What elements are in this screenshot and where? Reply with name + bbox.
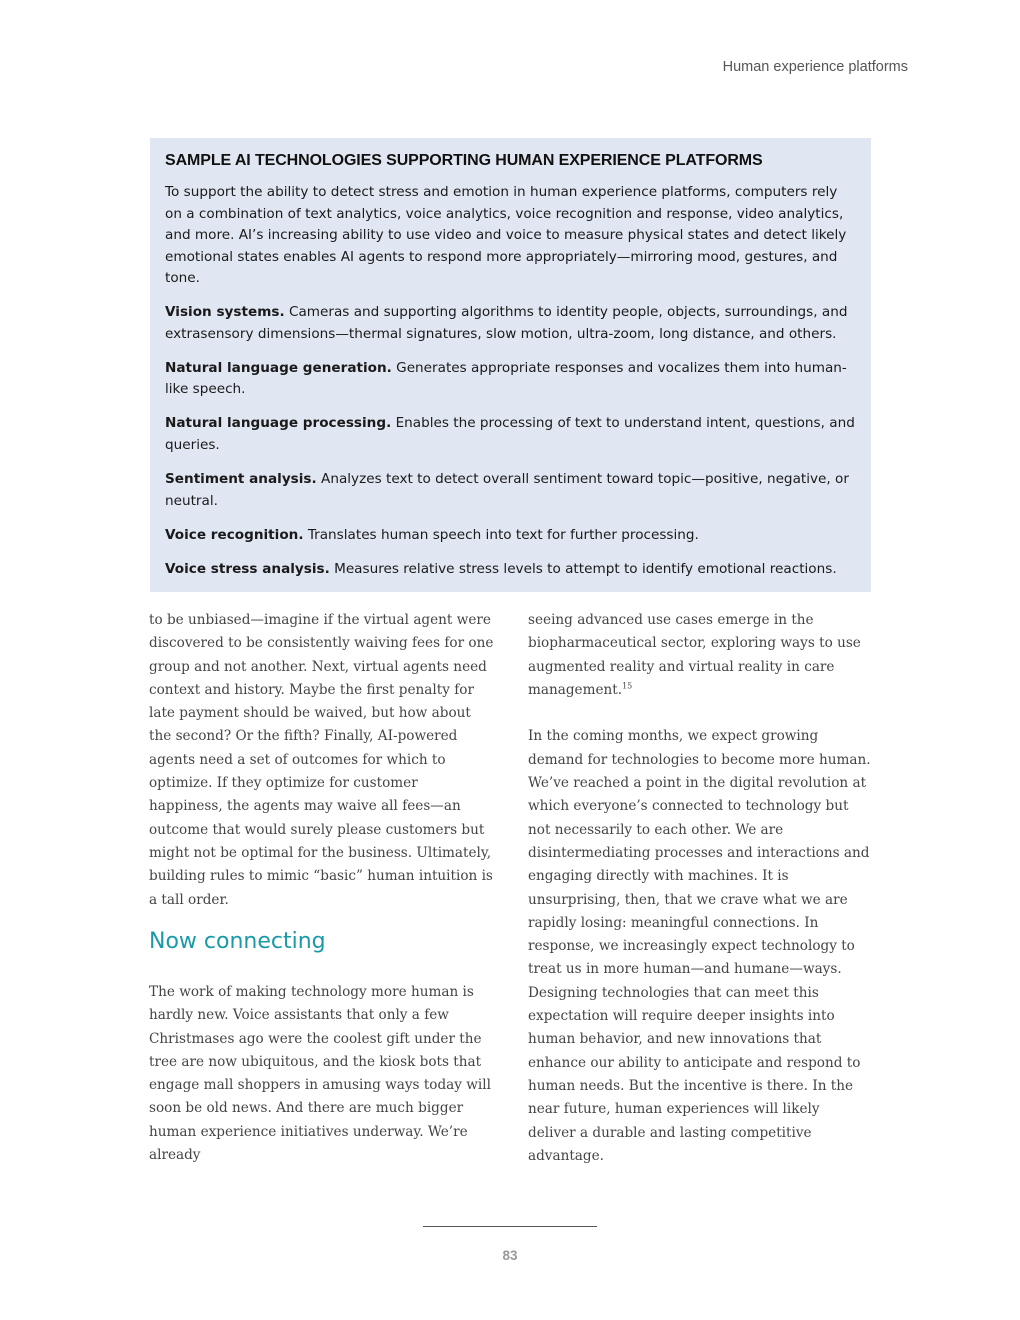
body-text: seeing advanced use cases emerge in the biopharmaceutical sector, exploring ways to use augmented reality and virtual reality in care management. xyxy=(528,612,861,698)
body-paragraph xyxy=(528,609,871,702)
running-head: Human experience platforms xyxy=(722,59,908,75)
tech-desc: Cameras and supporting algorithms to identity people, objects, surroundings, and extrasensory dimensions—thermal signatures, slow motion, ultra-zoom, long distance, and others. xyxy=(165,303,848,342)
body-paragraph: to be unbiased—imagine if the virtual agent were discovered to be consistently waiving fees for one group and not another. Next, virtual agents need context and history. Maybe the first penalty for late payment should be waived, but how about the second? Or the fifth? Finally, AI-powered agents need a set of outcomes for which to optimize. If they optimize for customer happiness, the agents may waive all fees—an outcome that would surely please customers but might not be optimal for the business. Ultimately, building rules to mimic “basic” human intuition is a tall order. xyxy=(149,612,494,908)
tech-desc: Measures relative stress levels to attempt to identify emotional reactions. xyxy=(329,560,837,577)
sidebar-box xyxy=(150,138,871,592)
tech-term: Voice stress analysis. xyxy=(165,560,330,577)
footer-divider xyxy=(423,1226,597,1227)
body-paragraph: In the coming months, we expect growing demand for technologies to become more human. We’ve reached a point in the digital revolution at which everyone’s connected to technology but not necessarily to each other. We are disintermediating processes and interactions and engaging directly with machines. It is unsurprising, then, that we crave what we are rapidly losing: meaningful connections. In response, we increasingly expect technology to treat us in more human—and humane—ways. Designing technologies that can meet this expectation will require deeper insights into human behavior, and new innovations that enhance our ability to anticipate and respond to human needs. But the incentive is there. In the near future, human experiences will likely deliver a durable and lasting competitive advantage. xyxy=(528,728,871,1164)
tech-item-nlg xyxy=(165,358,856,401)
sidebar-intro: To support the ability to detect stress and emotion in human experience platforms, computers rely on a combination of text analytics, voice analytics, voice recognition and response, video analytics, and more. AI’s increasing ability to use video and voice to measure physical states and detect likely emotional states enables AI agents to respond more appropriately—mirroring mood, gestures, and tone. xyxy=(165,184,847,287)
tech-item-voice-stress-analysis xyxy=(165,559,856,581)
tech-item-vision-systems xyxy=(165,302,856,345)
tech-desc: Enables the processing of text to understand intent, questions, and queries. xyxy=(165,415,855,453)
endnote-reference[interactable]: 15 xyxy=(622,681,633,691)
tech-term: Voice recognition. xyxy=(165,526,304,543)
tech-term: Natural language processing. xyxy=(165,415,392,432)
sidebar-title: SAMPLE AI TECHNOLOGIES SUPPORTING HUMAN EXPERIENCE PLATFORMS xyxy=(165,152,763,169)
tech-item-sentiment-analysis xyxy=(165,469,856,512)
section-heading: Now connecting xyxy=(149,929,326,954)
right-column xyxy=(528,609,871,1168)
tech-desc: Analyzes text to detect overall sentiment toward topic—positive, negative, or neutral. xyxy=(165,471,849,509)
tech-term: Vision systems. xyxy=(165,303,285,320)
page-number: 83 xyxy=(502,1248,518,1263)
tech-term: Natural language generation. xyxy=(165,359,392,376)
tech-term: Sentiment analysis. xyxy=(165,471,317,488)
tech-item-nlp xyxy=(165,413,856,456)
tech-desc: Translates human speech into text for further processing. xyxy=(303,526,699,543)
body-paragraph: The work of making technology more human is hardly new. Voice assistants that only a few Christmases ago were the coolest gift under the tree are now ubiquitous, and the kiosk bots that engage mall shoppers in amusing ways today will soon be old news. And there are much bigger human experience initiatives underway. We’re already xyxy=(149,984,491,1164)
tech-item-voice-recognition xyxy=(165,525,856,547)
tech-desc: Generates appropriate responses and vocalizes them into human-like speech. xyxy=(165,359,847,398)
left-column xyxy=(149,609,494,1164)
